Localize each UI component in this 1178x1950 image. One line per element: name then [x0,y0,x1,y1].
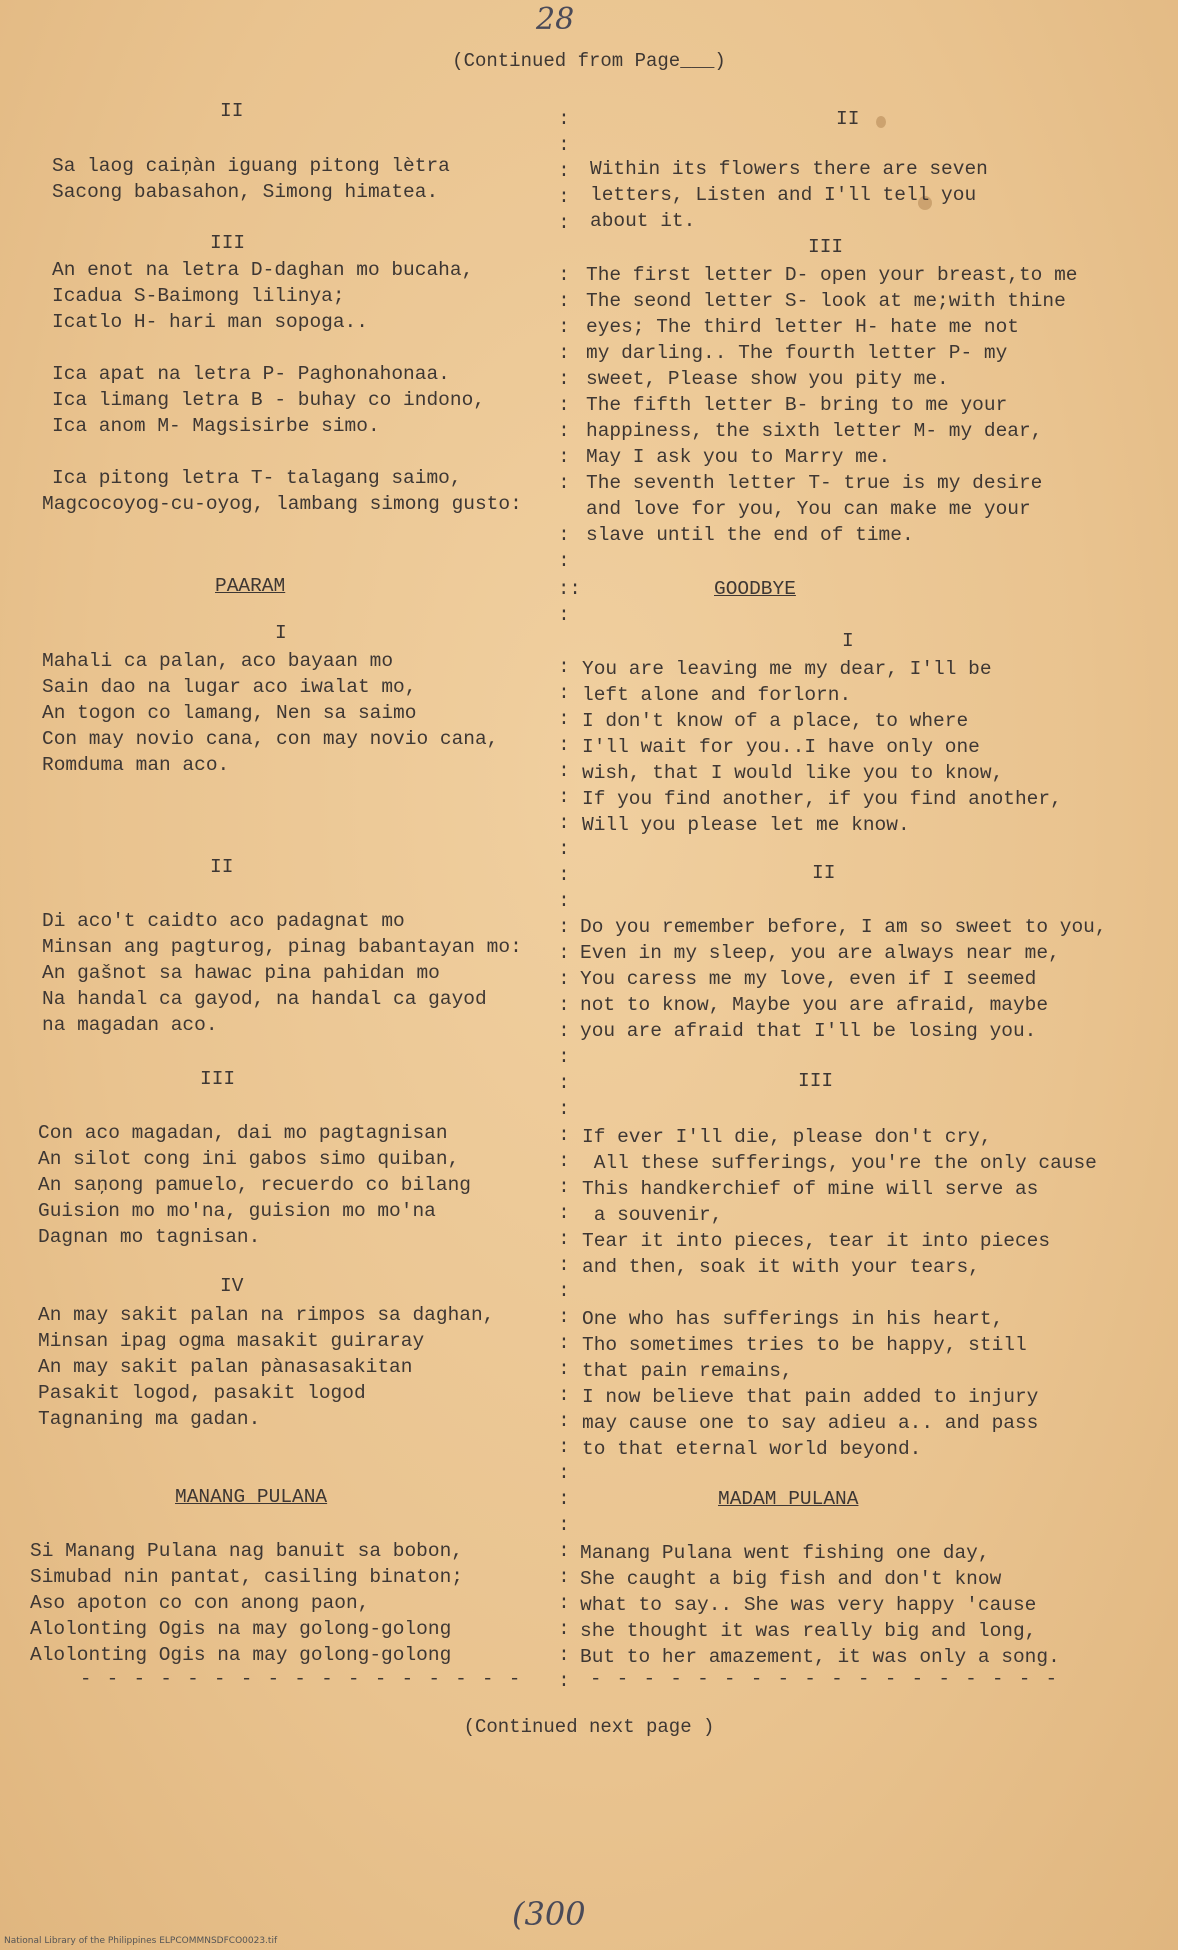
verse-line: An may sakit palan pànasasakitan [38,1356,413,1378]
verse-line: An gašnot sa hawac pina pahidan mo [42,962,440,984]
verse-line: If you find another, if you find another, [582,788,1062,810]
verse-line: Sain dao na lugar aco iwalat mo, [42,676,417,698]
verse-line: All these sufferings, you're the only cause [582,1152,1097,1174]
dashed-rule: - - - - - - - - - - - - - - - - - [80,1668,523,1690]
verse-line: The fifth letter B- bring to me your [586,394,1008,416]
verse-line: Simubad nin pantat, casiling binaton; [30,1566,463,1588]
verse-line: na magadan aco. [42,1014,218,1036]
section-numeral: II [220,100,244,122]
section-numeral: II [812,862,836,884]
song-title-madam-pulana: MADAM PULANA [718,1488,859,1510]
verse-line: my darling.. The fourth letter P- my [586,342,1008,364]
verse-line: Icadua S-Baimong lilinya; [52,285,345,307]
verse-line: to that eternal world beyond. [582,1438,922,1460]
verse-line: wish, that I would like you to know, [582,762,1004,784]
section-numeral: I [275,622,287,644]
section-numeral: III [200,1068,236,1090]
verse-line: Minsan ang pagturog, pinag babantayan mo: [42,936,522,958]
verse-line: Alolonting Ogis na may golong-golong [30,1644,452,1666]
verse-line: Will you please let me know. [582,814,910,836]
verse-line: what to say.. She was very happy 'cause [580,1594,1037,1616]
song-title-paaram: PAARAM [215,575,286,597]
verse-line: Minsan ipag ogma masakit guiraray [38,1330,425,1352]
verse-line: I don't know of a place, to where [582,710,969,732]
verse-line: Con may novio cana, con may novio cana, [42,728,499,750]
verse-line: Sa laog caiņàn iguang pitong lètra [52,155,450,177]
verse-line: Tagnaning ma gadan. [38,1408,261,1430]
verse-line: happiness, the sixth letter M- my dear, [586,420,1043,442]
verse-line: Sacong babasahon, Simong himatea. [52,181,439,203]
verse-line: Ica anom M- Magsisirbe simo. [52,415,380,437]
verse-line: Icatlo H- hari man sopoga.. [52,311,368,333]
verse-line: and love for you, You can make me your [586,498,1031,520]
verse-line: left alone and forlorn. [582,684,852,706]
verse-line: The seventh letter T- true is my desire [586,472,1043,494]
verse-line: An saņong pamuelo, recuerdo co bilang [38,1174,471,1196]
verse-line: eyes; The third letter H- hate me not [586,316,1019,338]
verse-line: sweet, Please show you pity me. [586,368,949,390]
archive-number: (300 [512,1895,586,1933]
verse-line: a souvenir, [582,1204,723,1226]
verse-line: about it. [590,210,696,232]
song-title-manang-pulana: MANANG PULANA [175,1486,328,1508]
verse-line: You are leaving me my dear, I'll be [582,658,992,680]
verse-line: not to know, Maybe you are afraid, maybe [580,994,1049,1016]
verse-line: Magcocoyog-cu-oyog, lambang simong gusto: [42,493,522,515]
verse-line: Ica apat na letra P- Paghonahonaa. [52,363,450,385]
song-title-goodbye: GOODBYE [714,578,796,600]
verse-line: May I ask you to Marry me. [586,446,891,468]
verse-line: An togon co lamang, Nen sa saimo [42,702,417,724]
verse-line: But to her amazement, it was only a song. [580,1646,1060,1668]
verse-line: She caught a big fish and don't know [580,1568,1002,1590]
verse-line: Ica pitong letra T- talagang saimo, [52,467,462,489]
verse-line: The first letter D- open your breast,to me [586,264,1078,286]
verse-line: Dagnan mo tagnisan. [38,1226,261,1248]
verse-line: Even in my sleep, you are always near me, [580,942,1060,964]
verse-line: Tear it into pieces, tear it into pieces [582,1230,1051,1252]
verse-line: One who has sufferings in his heart, [582,1308,1004,1330]
document-page: 28 (Continued from Page___) II Sa laog caiņàn iguang pitong lètra Sacong babasahon, Simong himatea. III An enot na letra D-daghan mo bucaha, Icadua S-Baimong lilinya; Icatlo H- hari man sopoga.. Ica apat na letra P- Paghonahonaa. Ica limang letra B - buhay co indono, Ica anom M- Magsisirbe simo. Ica pitong letra T- talagang saimo, Magcocoyog-cu-oyog, lambang simong gusto: PAARAM I Mahali ca palan, aco bayaan mo Sain dao na lugar aco iwalat mo, An togon co lamang, Nen sa saimo Con may novio cana, con may novio cana, Romduma man aco. II Di aco't caidto aco padagnat mo Minsan ang pagturog, pinag babantayan mo: An gašnot sa hawac pina pahidan mo Na handal ca gayod, na handal ca gayod na magadan aco. III Con aco magadan, dai mo pagtagnisan An silot cong ini gabos simo quiban, An saņong pamuelo, recuerdo co bilang Guision mo mo'na, guision mo mo'na Dagnan mo tagnisan. IV An may sakit palan na rimpos sa daghan, Minsan ipag ogma masakit guiraray An may sakit palan pànasasakitan Pasakit logod, pasakit logod Tagnaning ma gadan. MANANG PULANA Si Manang Pulana nag banuit sa bobon, Simubad nin pantat, casiling binaton; Aso apoton co con anong paon, Alolonting Ogis na may golong-golong Alolonting Ogis na may golong-golong - - - - - - - - - - - - - - - - - : : : : : : : : : : : : : : : : :: : : : : : : : : : : : : : : : : : : : : : : : : : : : : : : : : : : : : : : : : : II Within its flowers there are seven letters, Listen and I'll tell you about it. III The first letter D- open your breast,to me The seond letter S- look at me;with thine eyes; The third letter H- hate me not my darling.. The fourth letter P- my sweet, Please show you pity me. The fifth letter B- bring to me your happiness, the sixth letter M- my dear, May I ask you to Marry me. The seventh letter T- true is my desire and love for you, You can make me your slave until the end of time. GOODBYE I You are leaving me my dear, I'll be left alone and forlorn. I don't know of a place, to where I'll wait for you..I have only one wish, that I would like you to know, If you find another, if you find another, Will you please let me know. II Do you remember before, I am so sweet to you, Even in my sleep, you are always near me, You caress me my love, even if I seemed not to know, Maybe you are afraid, maybe you are afraid that I'll be losing you. III If ever I'll die, please don't cry, All these sufferings, you're the only cause This handkerchief of mine will serve as a souvenir, Tear it into pieces, tear it into pieces and then, soak it with your tears, One who has sufferings in his heart, Tho sometimes tries to be happy, still that pain remains, I now believe that pain added to injury may cause one to say adieu a.. and pass to that eternal world beyond. MADAM PULANA Manang Pulana went fishing one day, She caught a big fish and don't know what to say.. She was very happy 'cause she thought it was really big and long, But to her amazement, it was only a song. - - - - - - - - - - - - - - - - - - (Continued next page ) (300 National Library of the Philippines ELPCOMMNSDFCO0023.tif [0,0,1178,1950]
verse-line: An silot cong ini gabos simo quiban, [38,1148,460,1170]
verse-line: An may sakit palan na rimpos sa daghan, [38,1304,495,1326]
verse-line: may cause one to say adieu a.. and pass [582,1412,1039,1434]
dashed-rule: - - - - - - - - - - - - - - - - - - [590,1668,1060,1690]
verse-line: Pasakit logod, pasakit logod [38,1382,366,1404]
verse-line: The seond letter S- look at me;with thine [586,290,1066,312]
verse-line: If ever I'll die, please don't cry, [582,1126,992,1148]
verse-line: I now believe that pain added to injury [582,1386,1039,1408]
verse-line: Tho sometimes tries to be happy, still [582,1334,1027,1356]
verse-line: I'll wait for you..I have only one [582,736,980,758]
verse-line: This handkerchief of mine will serve as [582,1178,1039,1200]
verse-line: Do you remember before, I am so sweet to you, [580,916,1107,938]
section-numeral: III [210,232,246,254]
section-numeral: III [798,1070,834,1092]
continued-next-note: (Continued next page ) [463,1716,715,1738]
verse-line: Ica limang letra B - buhay co indono, [52,389,485,411]
verse-line: Na handal ca gayod, na handal ca gayod [42,988,487,1010]
page-number: 28 [536,2,575,37]
section-numeral: IV [220,1275,244,1297]
verse-line: Con aco magadan, dai mo pagtagnisan [38,1122,448,1144]
verse-line: An enot na letra D-daghan mo bucaha, [52,259,474,281]
section-numeral: II [836,108,860,130]
section-numeral: II [210,856,234,878]
verse-line: Si Manang Pulana nag banuit sa bobon, [30,1540,463,1562]
verse-line: slave until the end of time. [586,524,914,546]
verse-line: Aso apoton co con anong paon, [30,1592,370,1614]
verse-line: You caress me my love, even if I seemed [580,968,1037,990]
scan-footer: National Library of the Philippines ELPCOMMNSDFCO0023.tif [4,1936,278,1946]
verse-line: you are afraid that I'll be losing you. [580,1020,1037,1042]
verse-line: letters, Listen and I'll tell you [590,184,977,206]
verse-line: and then, soak it with your tears, [582,1256,980,1278]
verse-line: Guision mo mo'na, guision mo mo'na [38,1200,436,1222]
verse-line: Manang Pulana went fishing one day, [580,1542,990,1564]
verse-line: Di aco't caidto aco padagnat mo [42,910,405,932]
verse-line: Alolonting Ogis na may golong-golong [30,1618,452,1640]
verse-line: she thought it was really big and long, [580,1620,1037,1642]
verse-line: Romduma man aco. [42,754,230,776]
section-numeral: I [842,630,854,652]
verse-line: that pain remains, [582,1360,793,1382]
section-numeral: III [808,236,844,258]
continued-from-note: (Continued from Page___) [452,50,726,72]
verse-line: Mahali ca palan, aco bayaan mo [42,650,394,672]
ink-stain [876,116,886,128]
verse-line: Within its flowers there are seven [590,158,988,180]
